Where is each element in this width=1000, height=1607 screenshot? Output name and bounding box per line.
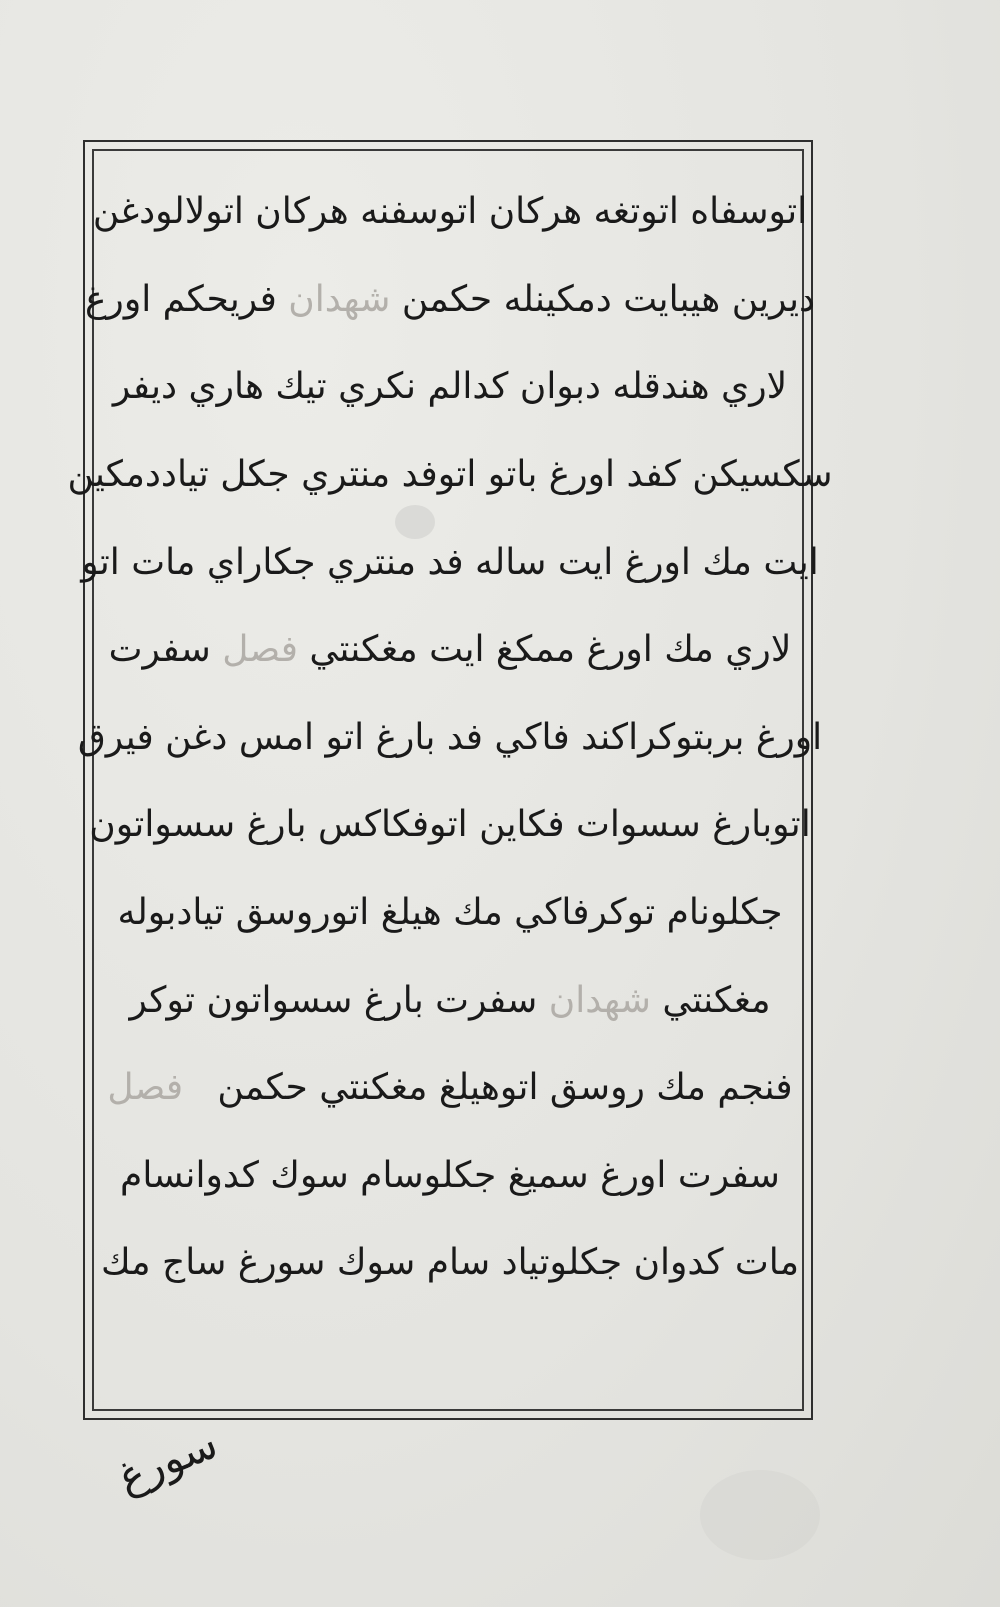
line-text: جكلونام توكرفاكي مك هيلغ اتوروسق تيادبوله <box>117 892 783 934</box>
manuscript-text-block <box>67 168 833 1398</box>
text-line-12 <box>110 1132 790 1220</box>
text-line-1 <box>92 168 808 256</box>
text-line-9 <box>110 869 790 957</box>
line-text: لاري مك اورغ ممكغ ايت مغكنتي <box>309 629 792 671</box>
text-line-5 <box>81 518 819 606</box>
line-text: مغكنتي <box>662 979 771 1021</box>
line-text: اورغ بربتوكراكند فاكي فد بارغ اتو امس دغن فيرق <box>77 716 823 758</box>
line-text: سكسيكن كفد اورغ باتو اتوفد منتري جكل تياددمكين <box>67 454 833 496</box>
rubric-heading: شهدان <box>548 979 651 1021</box>
rubric-heading: فصل <box>222 629 298 671</box>
rubric-heading: فصل <box>107 1067 184 1109</box>
text-line-8 <box>89 781 811 869</box>
line-text: ديرين هيبايت دمكينله حكمن <box>401 278 816 320</box>
line-text: لاري هندقله دبوان كدالم نكري تيك هاري ديفر <box>112 366 788 408</box>
rubric-heading: شهدان <box>288 278 391 320</box>
line-text: فريحكم اورغ <box>84 278 277 320</box>
text-line-11 <box>107 1044 793 1132</box>
text-line-4 <box>67 431 833 519</box>
paper-stain <box>700 1470 820 1560</box>
text-line-7 <box>77 694 823 782</box>
catchword: سورغ <box>110 1418 224 1503</box>
line-text: مات كدوان جكلوتياد سام سوك سورغ ساج مك <box>100 1242 800 1284</box>
text-line-6 <box>110 606 790 694</box>
line-text: سفرت <box>108 629 211 671</box>
text-line-13 <box>100 1219 800 1307</box>
line-text: اتوسفاه اتوتغه هركان اتوسفنه هركان اتولالودغن <box>92 191 808 233</box>
line-text: سفرت اورغ سميغ جكلوسام سوك كدوانسام <box>120 1154 780 1196</box>
line-text: اتوبارغ سسوات فكاين اتوفكاكس بارغ سسواتون <box>89 804 811 846</box>
line-text: فنجم مك روسق اتوهيلغ مغكنتي حكمن <box>217 1067 793 1109</box>
line-text: سفرت بارغ سسواتون توكر <box>129 979 538 1021</box>
text-line-3 <box>110 343 790 431</box>
text-line-2 <box>84 256 816 344</box>
text-line-10 <box>110 956 790 1044</box>
line-text: ايت مك اورغ ايت ساله فد منتري جكاراي مات اتو <box>81 541 819 583</box>
